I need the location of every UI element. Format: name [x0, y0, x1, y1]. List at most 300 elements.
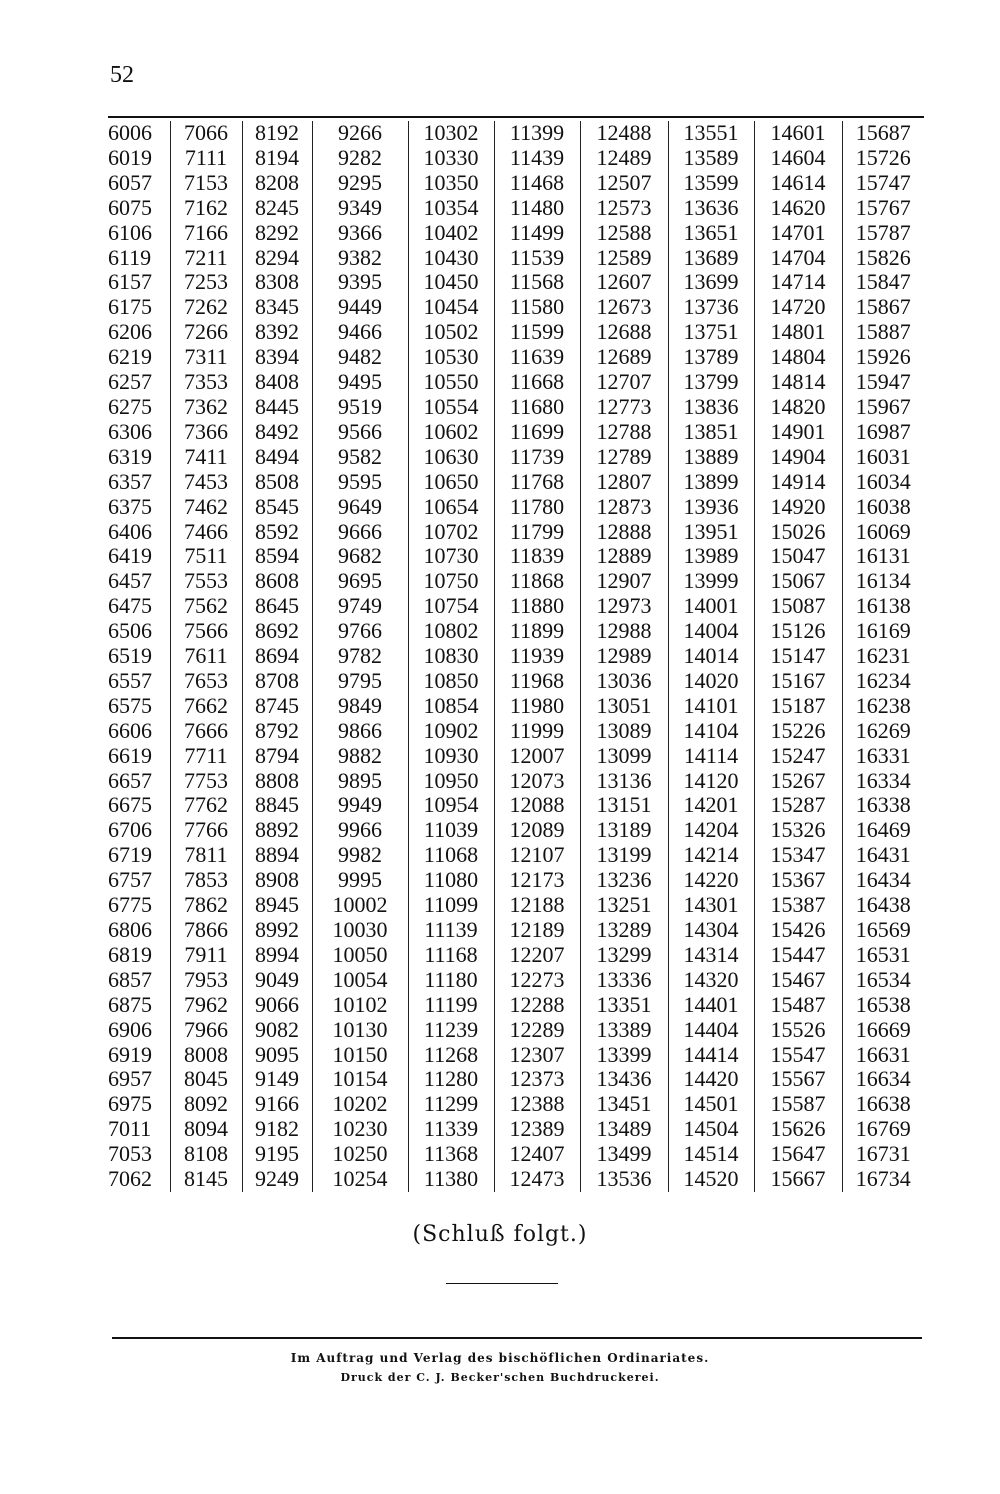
- table-cell: 13551: [668, 121, 754, 146]
- table-cell: 14704: [754, 246, 842, 271]
- table-cell: 7811: [170, 843, 242, 868]
- table-cell: 13489: [580, 1117, 668, 1142]
- table-cell: 11699: [494, 420, 580, 445]
- table-cell: 9949: [312, 793, 408, 818]
- table-cell: 6719: [108, 842, 152, 868]
- table-cell: 12973: [580, 594, 668, 619]
- table-cell: 7453: [170, 470, 242, 495]
- table-row: [108, 345, 924, 370]
- table-cell: 6175: [108, 294, 152, 320]
- table-cell: 6575: [108, 692, 152, 718]
- table-cell: 7266: [170, 320, 242, 345]
- table-cell: 16469: [842, 818, 924, 843]
- table-cell: 15947: [842, 370, 924, 395]
- table-row: [108, 246, 924, 271]
- table-cell: 8445: [242, 395, 312, 420]
- table-cell: 11599: [494, 320, 580, 345]
- number-table-body: [108, 121, 924, 1192]
- table-cell: 8908: [242, 868, 312, 893]
- table-cell: 8994: [242, 943, 312, 968]
- table-cell: 13589: [668, 146, 754, 171]
- table-cell: 13689: [668, 246, 754, 271]
- table-cell: 12473: [494, 1167, 580, 1192]
- table-cell: 15887: [842, 320, 924, 345]
- table-cell: 15926: [842, 345, 924, 370]
- table-cell: 7953: [170, 968, 242, 993]
- table-cell: 15667: [754, 1167, 842, 1192]
- table-cell: 8192: [242, 121, 312, 146]
- table-cell: 6219: [108, 344, 152, 370]
- table-cell: 8194: [242, 146, 312, 171]
- table-cell: 11180: [408, 968, 494, 993]
- table-cell: 14420: [668, 1067, 754, 1092]
- table-cell: 8308: [242, 270, 312, 295]
- table-cell: 12873: [580, 495, 668, 520]
- table-cell: 15426: [754, 918, 842, 943]
- table-cell: 7911: [170, 943, 242, 968]
- table-row: [108, 395, 924, 420]
- table-cell: 7662: [170, 694, 242, 719]
- table-row: [108, 769, 924, 794]
- table-cell: 7462: [170, 495, 242, 520]
- table-cell: 7566: [170, 619, 242, 644]
- table-cell: 9295: [312, 171, 408, 196]
- table-cell: 11299: [408, 1092, 494, 1117]
- table-cell: 9519: [312, 395, 408, 420]
- table-cell: 10550: [408, 370, 494, 395]
- table-cell: 9195: [242, 1142, 312, 1167]
- table-cell: 14301: [668, 893, 754, 918]
- table-cell: 6906: [108, 1016, 152, 1042]
- table-cell: 10250: [312, 1142, 408, 1167]
- table-cell: 10330: [408, 146, 494, 171]
- table-cell: 8345: [242, 295, 312, 320]
- table-cell: 8708: [242, 669, 312, 694]
- table-cell: 6457: [108, 568, 152, 594]
- table-cell: 11868: [494, 569, 580, 594]
- table-cell: 13499: [580, 1142, 668, 1167]
- table-cell: 12007: [494, 744, 580, 769]
- table-cell: 8645: [242, 594, 312, 619]
- table-row: [108, 445, 924, 470]
- table-cell: 9649: [312, 495, 408, 520]
- table-cell: 7562: [170, 594, 242, 619]
- table-cell: 10730: [408, 544, 494, 569]
- table-cell: 7666: [170, 719, 242, 744]
- table-cell: 16131: [842, 544, 924, 569]
- table-cell: 8545: [242, 495, 312, 520]
- table-cell: 8045: [170, 1067, 242, 1092]
- table-cell: 6706: [108, 817, 152, 843]
- table-cell: 16769: [842, 1117, 924, 1142]
- table-cell: 6557: [108, 667, 152, 693]
- table-cell: 7362: [170, 395, 242, 420]
- table-cell: 9795: [312, 669, 408, 694]
- table-cell: 13636: [668, 196, 754, 221]
- table-cell: 9866: [312, 719, 408, 744]
- table-row: [108, 594, 924, 619]
- table-cell: 15826: [842, 246, 924, 271]
- table-cell: 15147: [754, 644, 842, 669]
- table-cell: 7066: [170, 121, 242, 146]
- table-cell: 11999: [494, 719, 580, 744]
- table-cell: 10230: [312, 1117, 408, 1142]
- table-cell: 13599: [668, 171, 754, 196]
- table-cell: 10954: [408, 793, 494, 818]
- table-cell: 7966: [170, 1018, 242, 1043]
- table-cell: 7153: [170, 171, 242, 196]
- table-cell: 14414: [668, 1043, 754, 1068]
- table-cell: 15367: [754, 868, 842, 893]
- table-cell: 14320: [668, 968, 754, 993]
- table-cell: 15687: [842, 121, 924, 146]
- table-cell: 11780: [494, 495, 580, 520]
- table-cell: 7866: [170, 918, 242, 943]
- table-cell: 6606: [108, 717, 152, 743]
- table-cell: 13836: [668, 395, 754, 420]
- table-cell: 12207: [494, 943, 580, 968]
- table-cell: 15126: [754, 619, 842, 644]
- table-row: [108, 843, 924, 868]
- table-cell: 6375: [108, 493, 152, 519]
- table-cell: 16538: [842, 993, 924, 1018]
- table-cell: 8408: [242, 370, 312, 395]
- table-cell: 12573: [580, 196, 668, 221]
- table-cell: 11380: [408, 1167, 494, 1192]
- table-cell: 12788: [580, 420, 668, 445]
- table-cell: 9749: [312, 594, 408, 619]
- table-row: [108, 918, 924, 943]
- table-row: [108, 370, 924, 395]
- table-cell: 12189: [494, 918, 580, 943]
- table-cell: 11580: [494, 295, 580, 320]
- table-cell: 16534: [842, 968, 924, 993]
- table-cell: 7753: [170, 769, 242, 794]
- table-cell: 16434: [842, 868, 924, 893]
- table-cell: 12407: [494, 1142, 580, 1167]
- table-cell: 14814: [754, 370, 842, 395]
- table-cell: 9566: [312, 420, 408, 445]
- table-cell: 6319: [108, 443, 152, 469]
- table-cell: 13051: [580, 694, 668, 719]
- table-row: [108, 495, 924, 520]
- table-cell: 9982: [312, 843, 408, 868]
- table-cell: 16334: [842, 769, 924, 794]
- table-cell: 15087: [754, 594, 842, 619]
- table-cell: 8492: [242, 420, 312, 445]
- table-cell: 6306: [108, 418, 152, 444]
- table-cell: 6619: [108, 742, 152, 768]
- table-cell: 9095: [242, 1043, 312, 1068]
- table-cell: 12689: [580, 345, 668, 370]
- table-cell: 13651: [668, 221, 754, 246]
- table-cell: 14001: [668, 594, 754, 619]
- table-cell: 14914: [754, 470, 842, 495]
- table-cell: 9895: [312, 769, 408, 794]
- table-cell: 7262: [170, 295, 242, 320]
- table-cell: 6419: [108, 543, 152, 569]
- table-cell: 13389: [580, 1018, 668, 1043]
- table-cell: 13751: [668, 320, 754, 345]
- table-cell: 7962: [170, 993, 242, 1018]
- table-cell: 8794: [242, 744, 312, 769]
- table-row: [108, 619, 924, 644]
- table-cell: 6206: [108, 319, 152, 345]
- table-cell: 10350: [408, 171, 494, 196]
- table-cell: 7053: [108, 1141, 152, 1167]
- table-cell: 15467: [754, 968, 842, 993]
- table-cell: 14014: [668, 644, 754, 669]
- table-cell: 13936: [668, 495, 754, 520]
- table-row: [108, 544, 924, 569]
- table-cell: 12507: [580, 171, 668, 196]
- table-cell: 13899: [668, 470, 754, 495]
- table-cell: 11480: [494, 196, 580, 221]
- table-cell: 15226: [754, 719, 842, 744]
- table-cell: 14514: [668, 1142, 754, 1167]
- table-row: [108, 1167, 924, 1192]
- table-cell: 14314: [668, 943, 754, 968]
- table-cell: 9282: [312, 146, 408, 171]
- table-cell: 15847: [842, 270, 924, 295]
- table-cell: 9682: [312, 544, 408, 569]
- table-cell: 10402: [408, 221, 494, 246]
- table-cell: 10030: [312, 918, 408, 943]
- table-cell: 8145: [170, 1167, 242, 1192]
- table-cell: 15026: [754, 520, 842, 545]
- table-cell: 16238: [842, 694, 924, 719]
- table-cell: 12888: [580, 520, 668, 545]
- table-cell: 16069: [842, 520, 924, 545]
- table-cell: 9782: [312, 644, 408, 669]
- table-cell: 11099: [408, 893, 494, 918]
- table-cell: 14714: [754, 270, 842, 295]
- table-cell: 16034: [842, 470, 924, 495]
- table-cell: 8508: [242, 470, 312, 495]
- table-cell: 7353: [170, 370, 242, 395]
- table-cell: 13336: [580, 968, 668, 993]
- table-cell: 11568: [494, 270, 580, 295]
- table-cell: 10854: [408, 694, 494, 719]
- table-cell: 9666: [312, 520, 408, 545]
- table-row: [108, 1142, 924, 1167]
- table-cell: 15626: [754, 1117, 842, 1142]
- table-cell: 7711: [170, 744, 242, 769]
- table-cell: 9382: [312, 246, 408, 271]
- table-cell: 13189: [580, 818, 668, 843]
- table-cell: 15326: [754, 818, 842, 843]
- table-cell: 14601: [754, 121, 842, 146]
- table-cell: 8845: [242, 793, 312, 818]
- table-cell: 13889: [668, 445, 754, 470]
- table-cell: 13251: [580, 893, 668, 918]
- table-cell: 15867: [842, 295, 924, 320]
- table-cell: 16631: [842, 1043, 924, 1068]
- table-cell: 11339: [408, 1117, 494, 1142]
- table-cell: 11199: [408, 993, 494, 1018]
- table-cell: 9482: [312, 345, 408, 370]
- table-cell: 7853: [170, 868, 242, 893]
- table-cell: 9995: [312, 868, 408, 893]
- table-cell: 11899: [494, 619, 580, 644]
- table-cell: 8745: [242, 694, 312, 719]
- table-cell: 10554: [408, 395, 494, 420]
- table-cell: 9882: [312, 744, 408, 769]
- table-cell: 8592: [242, 520, 312, 545]
- table-cell: 6857: [108, 966, 152, 992]
- table-cell: 6506: [108, 618, 152, 644]
- table-cell: 7253: [170, 270, 242, 295]
- table-cell: 14004: [668, 619, 754, 644]
- table-cell: 8694: [242, 644, 312, 669]
- table-cell: 9582: [312, 445, 408, 470]
- table-row: [108, 146, 924, 171]
- table-cell: 7162: [170, 196, 242, 221]
- table-cell: 16234: [842, 669, 924, 694]
- table-cell: 6275: [108, 393, 152, 419]
- table-row: [108, 793, 924, 818]
- table-cell: 12288: [494, 993, 580, 1018]
- table-cell: 16987: [842, 420, 924, 445]
- table-cell: 11939: [494, 644, 580, 669]
- table-cell: 12989: [580, 644, 668, 669]
- table-cell: 9366: [312, 221, 408, 246]
- table-cell: 15567: [754, 1067, 842, 1092]
- table-cell: 8692: [242, 619, 312, 644]
- table-cell: 6657: [108, 767, 152, 793]
- table-cell: 11739: [494, 445, 580, 470]
- table-cell: 9149: [242, 1067, 312, 1092]
- table-cell: 8808: [242, 769, 312, 794]
- table-cell: 15747: [842, 171, 924, 196]
- table-cell: 15247: [754, 744, 842, 769]
- footer-printer: Druck der C. J. Becker'schen Buchdruckerei.: [340, 1371, 660, 1384]
- table-cell: 6775: [108, 892, 152, 918]
- table-row: [108, 270, 924, 295]
- table-cell: 7411: [170, 445, 242, 470]
- table-cell: 16169: [842, 619, 924, 644]
- table-row: [108, 196, 924, 221]
- table-cell: 8494: [242, 445, 312, 470]
- table-cell: 6357: [108, 468, 152, 494]
- table-cell: 9082: [242, 1018, 312, 1043]
- table-cell: 14220: [668, 868, 754, 893]
- table-cell: 7211: [170, 246, 242, 271]
- table-cell: 9049: [242, 968, 312, 993]
- table-cell: 12807: [580, 470, 668, 495]
- table-cell: 14901: [754, 420, 842, 445]
- table-row: [108, 470, 924, 495]
- table-cell: 6406: [108, 518, 152, 544]
- table-cell: 13151: [580, 793, 668, 818]
- table-cell: 10002: [312, 893, 408, 918]
- table-cell: 14501: [668, 1092, 754, 1117]
- table-cell: 12889: [580, 544, 668, 569]
- table-cell: 7653: [170, 669, 242, 694]
- table-cell: 14401: [668, 993, 754, 1018]
- table-cell: 7366: [170, 420, 242, 445]
- table-row: [108, 221, 924, 246]
- table-cell: 9695: [312, 569, 408, 594]
- table-cell: 13399: [580, 1043, 668, 1068]
- table-cell: 7766: [170, 818, 242, 843]
- table-cell: 14604: [754, 146, 842, 171]
- table-cell: 11799: [494, 520, 580, 545]
- table-cell: 10902: [408, 719, 494, 744]
- table-cell: 14620: [754, 196, 842, 221]
- table-cell: 7166: [170, 221, 242, 246]
- table-row: [108, 171, 924, 196]
- table-cell: 9495: [312, 370, 408, 395]
- table-cell: 12388: [494, 1092, 580, 1117]
- table-cell: 15167: [754, 669, 842, 694]
- table-cell: 16331: [842, 744, 924, 769]
- table-row: [108, 1067, 924, 1092]
- table-cell: 8894: [242, 843, 312, 868]
- table-cell: 9466: [312, 320, 408, 345]
- table-cell: 14101: [668, 694, 754, 719]
- table-cell: 10202: [312, 1092, 408, 1117]
- table-cell: 15347: [754, 843, 842, 868]
- table-cell: 12188: [494, 893, 580, 918]
- table-cell: 16669: [842, 1018, 924, 1043]
- table-cell: 12907: [580, 569, 668, 594]
- table-cell: 16438: [842, 893, 924, 918]
- table-cell: 8092: [170, 1092, 242, 1117]
- table-cell: 9966: [312, 818, 408, 843]
- table-cell: 14920: [754, 495, 842, 520]
- table-cell: 7762: [170, 793, 242, 818]
- table-row: [108, 744, 924, 769]
- table-cell: 12173: [494, 868, 580, 893]
- table-row: [108, 968, 924, 993]
- table-cell: 10802: [408, 619, 494, 644]
- table-row: [108, 893, 924, 918]
- table-cell: 11968: [494, 669, 580, 694]
- table-cell: 8108: [170, 1142, 242, 1167]
- table-cell: 14520: [668, 1167, 754, 1192]
- table-cell: 9395: [312, 270, 408, 295]
- table-cell: 6106: [108, 219, 152, 245]
- table-cell: 12707: [580, 370, 668, 395]
- table-cell: 13099: [580, 744, 668, 769]
- table-cell: 6075: [108, 194, 152, 220]
- table-cell: 12389: [494, 1117, 580, 1142]
- table-cell: 15187: [754, 694, 842, 719]
- table-cell: 15587: [754, 1092, 842, 1117]
- table-cell: 8294: [242, 246, 312, 271]
- table-cell: 9166: [242, 1092, 312, 1117]
- table-cell: 7062: [108, 1166, 152, 1192]
- table-cell: 12088: [494, 793, 580, 818]
- table-cell: 9595: [312, 470, 408, 495]
- table-cell: 11768: [494, 470, 580, 495]
- table-cell: 12607: [580, 270, 668, 295]
- table-cell: 10302: [408, 121, 494, 146]
- table-cell: 13199: [580, 843, 668, 868]
- table-cell: 12089: [494, 818, 580, 843]
- table-cell: 15287: [754, 793, 842, 818]
- table-cell: 14614: [754, 171, 842, 196]
- table-cell: 10454: [408, 295, 494, 320]
- table-cell: 16569: [842, 918, 924, 943]
- table-cell: 6475: [108, 593, 152, 619]
- table-cell: 9349: [312, 196, 408, 221]
- table-cell: 12289: [494, 1018, 580, 1043]
- table-cell: 10254: [312, 1167, 408, 1192]
- table-row: [108, 569, 924, 594]
- table-cell: 13736: [668, 295, 754, 320]
